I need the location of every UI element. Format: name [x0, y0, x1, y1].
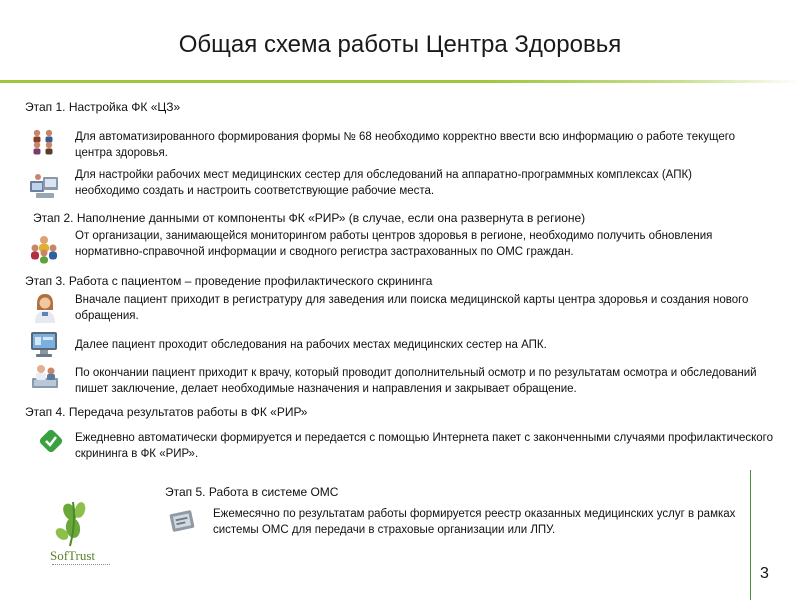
stage-3-item-2-text: Далее пациент проходит обследования на рабочих местах медицинских сестер на АПК.: [75, 339, 547, 351]
stage-5-item-1-text: Ежемесячно по результатам работы формируется реестр оказанных медицинских услуг в рамках системы ОМС для передачи в страховые организации или ЛПУ.: [213, 508, 736, 536]
transfer-icon: [40, 430, 62, 452]
stage-4-item-1-text: Ежедневно автоматически формируется и передается с помощью Интернета пакет с законченными случаями профилактического скрининга в ФК «РИР».: [75, 432, 774, 460]
monitor-icon: [29, 330, 61, 358]
stage-1-item-1-text: Для автоматизированного формирования формы № 68 необходимо корректно ввести всю информацию о работе текущего центра здоровья.: [75, 131, 736, 159]
stage-3-item-1-text: Вначале пациент приходит в регистратуру для заведения или поиска медицинской карты центра здоровья и создания нового обращения.: [75, 294, 749, 322]
organization-icon: [28, 234, 60, 264]
stage-4-heading: Этап 4. Передача результатов работы в ФК «РИР»: [25, 405, 308, 419]
stage-3-heading: Этап 3. Работа с пациентом – проведение профилактического скрининга: [25, 274, 433, 288]
softrust-logo: [40, 498, 120, 573]
logo-text: SofTrust: [50, 548, 96, 563]
workstation-icon: [28, 171, 60, 201]
doctor-icon: [29, 362, 61, 392]
page-title: Общая схема работы Центра Здоровья: [178, 31, 622, 58]
stage-1-heading: Этап 1. Настройка ФК «ЦЗ»: [25, 100, 181, 114]
stage-1-item-2-text: Для настройки рабочих мест медицинских сестер для обследований на аппаратно-программных комплексах (АПК) необходимо создать и настроить соответствующие рабочие места.: [75, 169, 692, 197]
stage-2-item-1-text: От организации, занимающейся мониторингом работы центров здоровья в регионе, необходимо получить обновления нормативно-справочной информации и сводного регистра застрахованных по ОМС граждан.: [75, 230, 713, 258]
logo-tagline-decoration: [52, 564, 110, 567]
page-number: 3: [760, 565, 769, 582]
stage-3-item-3-text: По окончании пациент приходит к врачу, который проводит дополнительный осмотр и по результатам осмотра и обследований пишет заключение, делает необходимые назначения и направления и закрывает обращение.: [75, 367, 757, 395]
footer-divider: [750, 470, 751, 600]
leaf-icon: [40, 498, 120, 548]
patient-icon: [32, 292, 58, 324]
people-icon: [28, 127, 58, 155]
header-divider: [0, 80, 800, 83]
stage-2-heading: Этап 2. Наполнение данными от компоненты ФК «РИР» (в случае, если она развернута в регионе): [33, 211, 586, 225]
register-icon: [168, 508, 198, 534]
stage-5-heading: Этап 5. Работа в системе ОМС: [165, 485, 339, 499]
